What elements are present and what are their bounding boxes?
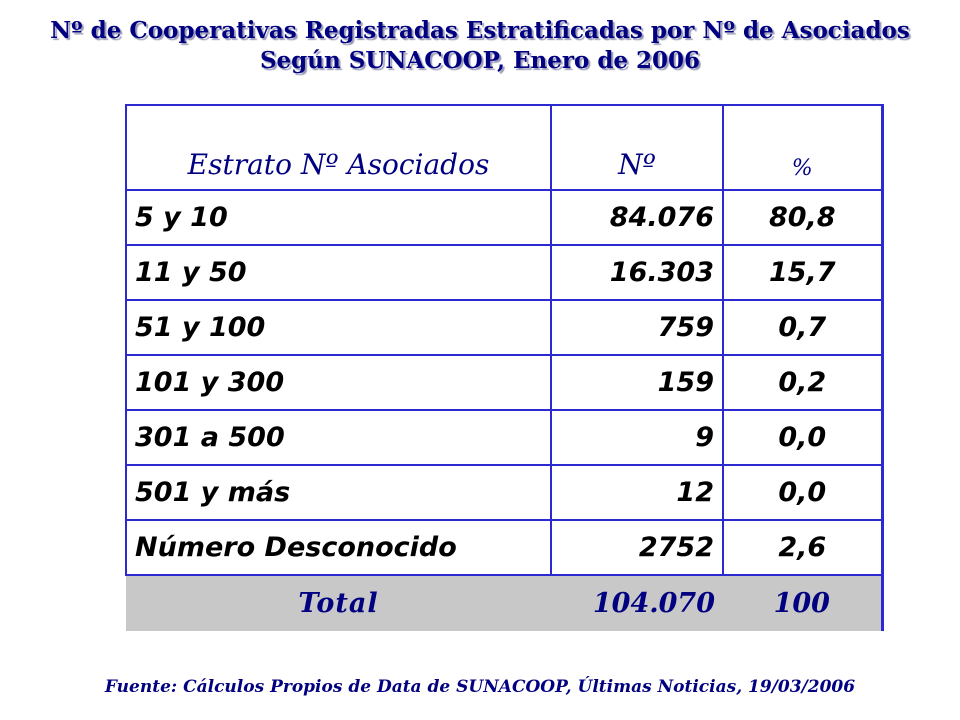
cell-estrato: 101 y 300	[126, 355, 551, 410]
cell-numero: 159	[551, 355, 723, 410]
cell-numero: 759	[551, 300, 723, 355]
table-row	[126, 300, 882, 355]
header-porcentaje: %	[723, 105, 882, 190]
cooperatives-table	[125, 104, 884, 631]
cell-porcentaje: 15,7	[723, 245, 882, 300]
total-numero: 104.070	[551, 575, 723, 631]
cell-porcentaje: 2,6	[723, 520, 882, 575]
table-row	[126, 465, 882, 520]
header-numero: Nº	[551, 105, 723, 190]
total-porcentaje: 100	[723, 575, 882, 631]
cell-porcentaje: 0,0	[723, 410, 882, 465]
source-note: Fuente: Cálculos Propios de Data de SUNACOOP, Últimas Noticias, 19/03/2006	[104, 677, 856, 697]
cell-estrato: 51 y 100	[126, 300, 551, 355]
table-row	[126, 245, 882, 300]
cell-porcentaje: 0,7	[723, 300, 882, 355]
cell-numero: 12	[551, 465, 723, 520]
total-label: Total	[126, 575, 551, 631]
table-row	[126, 520, 882, 575]
cell-estrato: Número Desconocido	[126, 520, 551, 575]
cell-porcentaje: 0,2	[723, 355, 882, 410]
title-line-2: Según SUNACOOP, Enero de 2006	[259, 47, 701, 74]
cell-estrato: 501 y más	[126, 465, 551, 520]
cell-numero: 9	[551, 410, 723, 465]
cell-estrato: 301 a 500	[126, 410, 551, 465]
cell-estrato: 11 y 50	[126, 245, 551, 300]
cell-porcentaje: 0,0	[723, 465, 882, 520]
table-row	[126, 190, 882, 245]
page-title	[0, 16, 960, 76]
table-row	[126, 410, 882, 465]
table-row	[126, 355, 882, 410]
cell-porcentaje: 80,8	[723, 190, 882, 245]
title-line-1: Nº de Cooperativas Registradas Estratificadas por Nº de Asociados	[50, 17, 910, 44]
table-total-row	[126, 575, 882, 631]
cell-numero: 16.303	[551, 245, 723, 300]
cell-numero: 84.076	[551, 190, 723, 245]
cell-numero: 2752	[551, 520, 723, 575]
cell-estrato: 5 y 10	[126, 190, 551, 245]
header-estrato: Estrato Nº Asociados	[126, 105, 551, 190]
table-header-row	[126, 105, 882, 190]
